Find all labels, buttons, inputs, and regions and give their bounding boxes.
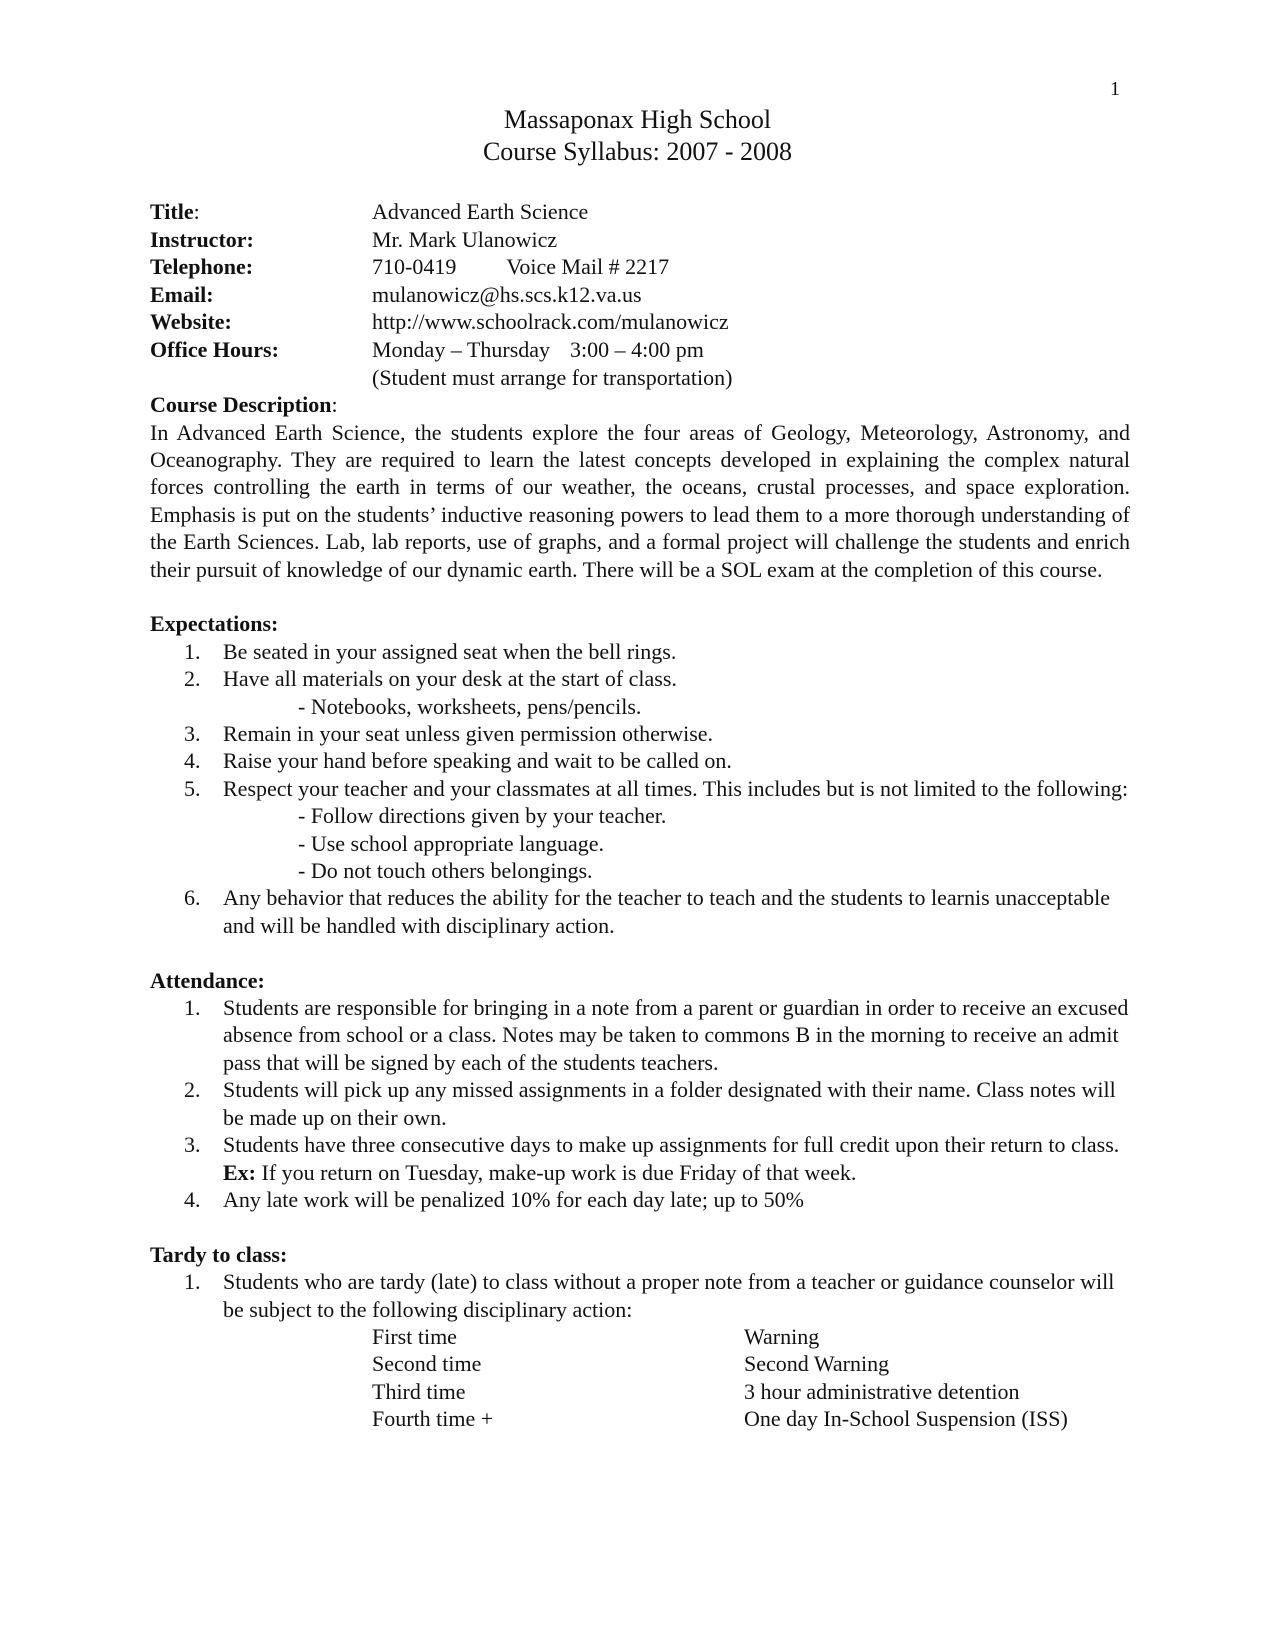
list-item: 4. Raise your hand before speaking and wait to be called on. [184,748,732,774]
email-value: mulanowicz@hs.scs.k12.va.us [372,281,642,307]
info-row-instructor [150,226,1130,254]
tardy-list [150,1268,1130,1323]
list-item: 3. Remain in your seat unless given permission otherwise. [184,721,714,747]
table-row: Second time Second Warning [372,1351,890,1377]
info-row-email [150,281,1130,309]
office-days: Monday – Thursday [372,336,551,362]
instructor-label: Instructor: [150,226,254,252]
info-row-telephone [150,253,1130,281]
list-item: 3. Students have three consecutive days to make up assignments for full credit upon their return to class. Ex: If you return on Tuesday, make-up work is due Friday of that week. [184,1132,1120,1185]
info-row-title: Title: Advanced Earth Science [150,199,589,224]
course-info [150,198,1130,391]
sub-item: - Use school appropriate language. [298,830,605,856]
list-item: 6. Any behavior that reduces the ability for the teacher to teach and the students to learnis unacceptable and will be handled with disciplinary action. [184,885,1110,938]
table-row: Fourth time + One day In-School Suspension (ISS) [372,1406,1068,1432]
info-row-office-hours [150,336,1130,364]
title-label: Title [150,199,194,224]
office-note: (Student must arrange for transportation) [372,364,733,390]
document-header [0,104,1275,168]
tardy-heading: Tardy to class: [150,1241,288,1267]
syllabus-title: Course Syllabus: 2007 - 2008 [482,137,793,166]
voicemail-value: Voice Mail # 2217 [506,254,670,280]
list-item: 5. Respect your teacher and your classmates at all times. This includes but is not limited to the following: [184,775,1129,801]
course-description-text: In Advanced Earth Science, the students explore the four areas of Geology, Meteorology, Astronomy, and Oceanography. They are required to learn the latest concepts developed in explaining the complex natural forces controlling the earth in terms of our weather, the oceans, crustal processes, and space exploration. Emphasis is put on the students’ inductive reasoning powers to lead them to a more thorough understanding of the Earth Sciences. Lab, lab reports, use of graphs, and a formal project will challenge the students and enrich their pursuit of knowledge of our dynamic earth. There will be a SOL exam at the completion of this course. [150,419,1130,582]
list-item: 1. Students are responsible for bringing in a note from a parent or guardian in order to receive an excused absence from school or a class. Notes may be taken to commons B in the morning to receive an admit pass that will be signed by each of the students teachers. [184,995,1129,1075]
attendance-heading: Attendance: [150,967,265,993]
expectations-heading: Expectations: [150,611,279,637]
info-row-website [150,308,1130,336]
table-row: First time Warning [372,1323,820,1349]
sub-item: - Do not touch others belongings. [298,858,593,884]
table-row: Third time 3 hour administrative detention [372,1378,1020,1404]
example-label: Ex: [223,1159,256,1185]
list-item: 4. Any late work will be penalized 10% for each day late; up to 50% [184,1186,804,1212]
email-label: Email: [150,281,214,307]
list-item: 2. Students will pick up any missed assignments in a folder designated with their name. Class notes will be made up on their own. [184,1077,1116,1130]
sub-item: - Notebooks, worksheets, pens/pencils. [298,693,642,719]
list-item: 1. Be seated in your assigned seat when the bell rings. [184,638,677,664]
instructor-value: Mr. Mark Ulanowicz [372,226,558,252]
sub-item: - Follow directions given by your teacher. [298,803,667,829]
course-description-heading: Course Description: [150,392,338,418]
telephone-label: Telephone: [150,254,254,280]
page-number: 1 [1110,78,1120,100]
title-value: Advanced Earth Science [372,199,589,224]
telephone-value: 710-0419 [372,254,457,280]
office-hours-label: Office Hours: [150,336,279,362]
list-item: 1. Students who are tardy (late) to class without a proper note from a teacher or guidance counselor will be subject to the following disciplinary action: [184,1269,1115,1322]
syllabus-content [150,198,1130,1433]
expectations-list [150,638,1130,939]
office-time: 3:00 – 4:00 pm [570,336,704,362]
info-row-office-note [150,364,1130,392]
website-label: Website: [150,309,232,335]
website-value: http://www.schoolrack.com/mulanowicz [372,309,729,335]
attendance-list [150,994,1130,1213]
tardy-consequences-table [372,1323,1068,1433]
school-name: Massaponax High School [503,105,772,134]
list-item: 2. Have all materials on your desk at the start of class. [184,666,677,692]
